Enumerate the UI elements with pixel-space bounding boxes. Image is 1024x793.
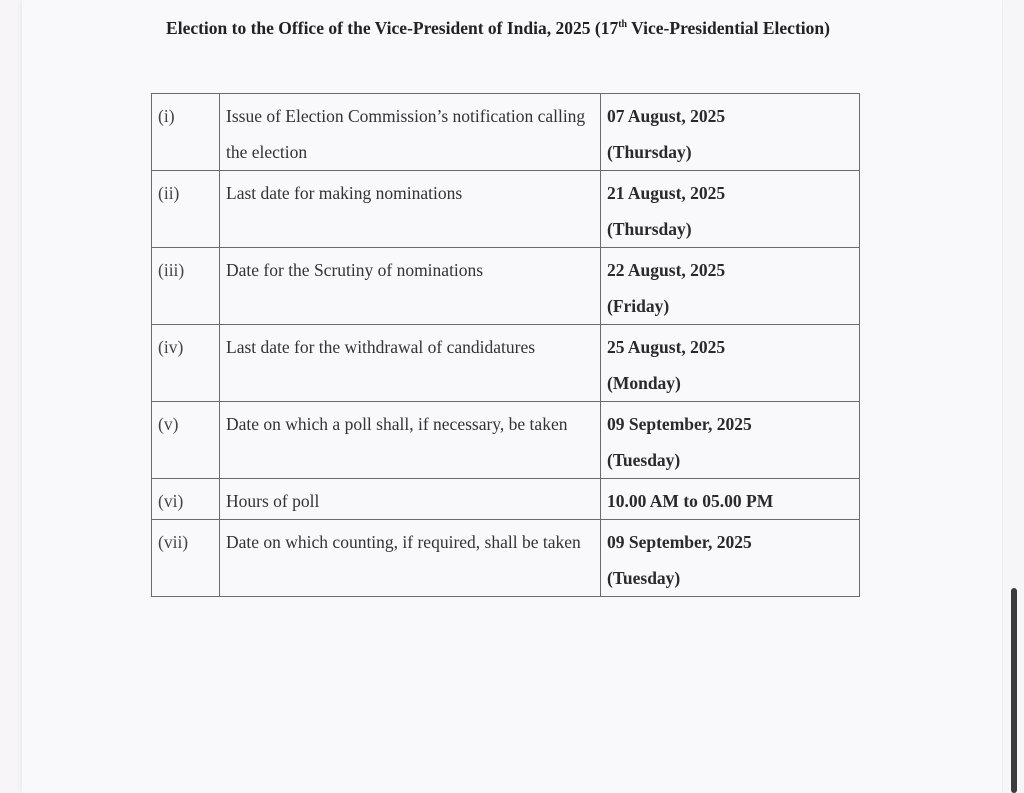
date-text: 21 August, 2025 — [607, 183, 726, 203]
event-description: Last date for making nominations — [220, 171, 601, 248]
date-text: 09 September, 2025 — [607, 414, 752, 434]
event-date — [601, 94, 860, 171]
day-text: (Thursday) — [607, 142, 692, 162]
row-number: (iv) — [152, 325, 220, 402]
event-date — [601, 171, 860, 248]
row-number: (i) — [152, 94, 220, 171]
table-row — [152, 94, 860, 171]
event-date — [601, 402, 860, 479]
table-row — [152, 520, 860, 597]
date-text: 25 August, 2025 — [607, 337, 726, 357]
event-date — [601, 479, 860, 520]
table-row — [152, 248, 860, 325]
day-text: (Thursday) — [607, 219, 692, 239]
date-text: 07 August, 2025 — [607, 106, 726, 126]
event-description: Date for the Scrutiny of nominations — [220, 248, 601, 325]
table-row — [152, 402, 860, 479]
date-text: 09 September, 2025 — [607, 532, 752, 552]
election-schedule-table — [151, 93, 860, 597]
title-end: Vice-Presidential Election) — [627, 18, 830, 38]
event-date — [601, 520, 860, 597]
event-description: Hours of poll — [220, 479, 601, 520]
row-number: (vii) — [152, 520, 220, 597]
event-description: Date on which counting, if required, shall be taken — [220, 520, 601, 597]
title-main: Election to the Office of the Vice-President of India, 2025 (17 — [166, 18, 619, 38]
date-text: 10.00 AM to 05.00 PM — [607, 491, 774, 511]
date-text: 22 August, 2025 — [607, 260, 726, 280]
scrollbar[interactable] — [1011, 588, 1017, 793]
event-description: Issue of Election Commission’s notification calling the election — [220, 94, 601, 171]
row-number: (v) — [152, 402, 220, 479]
event-description: Date on which a poll shall, if necessary, be taken — [220, 402, 601, 479]
table-row — [152, 171, 860, 248]
title-superscript: th — [618, 19, 628, 30]
table-row — [152, 479, 860, 520]
day-text: (Tuesday) — [607, 568, 681, 588]
event-date — [601, 325, 860, 402]
row-number: (vi) — [152, 479, 220, 520]
day-text: (Monday) — [607, 373, 681, 393]
day-text: (Friday) — [607, 296, 670, 316]
event-description: Last date for the withdrawal of candidatures — [220, 325, 601, 402]
day-text: (Tuesday) — [607, 450, 681, 470]
table-row — [152, 325, 860, 402]
row-number: (iii) — [152, 248, 220, 325]
row-number: (ii) — [152, 171, 220, 248]
page-title — [88, 18, 908, 39]
event-date — [601, 248, 860, 325]
